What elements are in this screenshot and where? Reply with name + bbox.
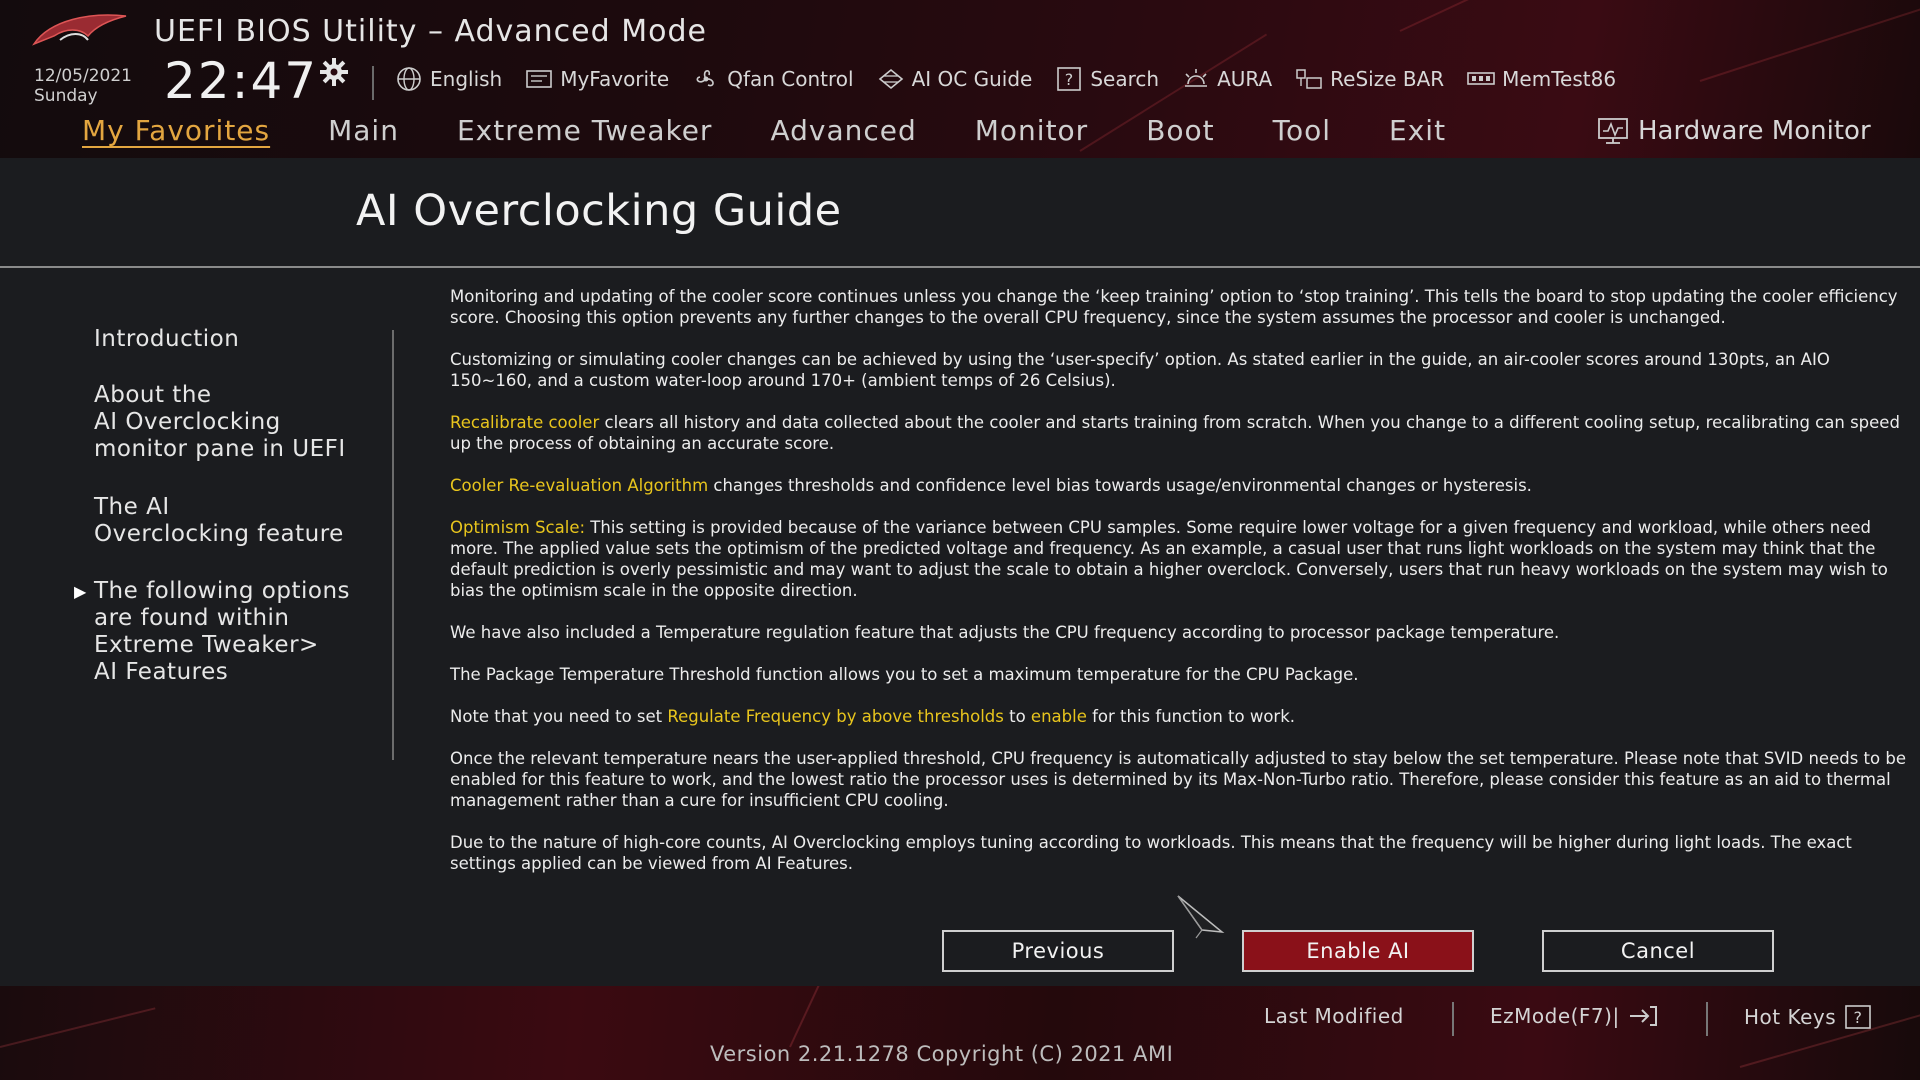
toolbar-qfan-label: Qfan Control xyxy=(727,67,854,91)
nav-item-line: monitor pane in UEFI xyxy=(94,436,346,462)
paragraph xyxy=(450,517,1906,601)
toolbar-memtest[interactable] xyxy=(1466,62,1616,96)
footer-divider xyxy=(1452,1002,1454,1036)
toolbar-qfan[interactable] xyxy=(691,62,853,96)
nav-item-line: are found within xyxy=(94,605,290,631)
footer-divider xyxy=(1706,1002,1708,1036)
paragraph: Due to the nature of high-core counts, AI Overclocking employs tuning according to workloads. This means that the frequency will be higher during light loads. The exact settings applied can be viewed from AI Features. xyxy=(450,833,1852,873)
toolbar-myfavorite[interactable] xyxy=(524,62,669,96)
gear-icon[interactable] xyxy=(318,56,350,88)
cancel-button[interactable]: Cancel xyxy=(1542,930,1774,972)
nav-item-line: Extreme Tweaker> xyxy=(94,632,319,658)
toolbar-resize-bar[interactable] xyxy=(1294,62,1444,96)
version-text: Version 2.21.1278 Copyright (C) 2021 AMI xyxy=(710,1042,1174,1066)
previous-button[interactable]: Previous xyxy=(942,930,1174,972)
favorite-icon xyxy=(524,66,554,92)
last-modified-button[interactable]: Last Modified xyxy=(1264,1004,1404,1028)
paragraph-text: This setting is provided because of the variance between CPU samples. Some require lower voltage for a given frequency and workload, while others need more. The applied value sets the optimism of the predicted voltage and frequency. As an example, a casual user that runs light workloads on the system may think that the default prediction is overly pessimistic and may want to adjust the scale to obtain a higher overclock. Conversely, users that run heavy workloads on the system may wish to bias the optimism scale in the opposite direction. xyxy=(450,518,1888,600)
main-tabs xyxy=(82,114,1504,147)
toolbar-english[interactable] xyxy=(394,62,502,96)
title-band xyxy=(0,158,1920,268)
paragraph xyxy=(450,475,1906,496)
svg-text:?: ? xyxy=(1853,1008,1863,1027)
toolbar xyxy=(394,62,1638,96)
memory-icon xyxy=(1466,66,1496,92)
toolbar-ai-oc-guide-label: AI OC Guide xyxy=(911,67,1033,91)
paragraph: The Package Temperature Threshold function allows you to set a maximum temperature for the CPU Package. xyxy=(450,665,1359,684)
decor-slash xyxy=(0,1007,155,1048)
hardware-monitor-button[interactable] xyxy=(1596,116,1871,146)
tab-exit[interactable]: Exit xyxy=(1389,114,1447,147)
toolbar-aura-label: AURA xyxy=(1217,67,1273,91)
paragraph: Once the relevant temperature nears the user-applied threshold, CPU frequency is automatically adjusted to stay below the set temperature. Please note that SVID needs to be enabled for this feature to work, and the lowest ratio the processor uses is determined by its Max-Non-Turbo ratio. Therefore, please consider this feature as an aid to thermal management rather than a cure for insufficient CPU cooling. xyxy=(450,749,1906,810)
decor-slash xyxy=(1400,0,1564,32)
question-icon xyxy=(1054,66,1084,92)
nav-item-about-monitor-pane[interactable] xyxy=(94,382,346,463)
rog-logo-icon xyxy=(30,10,130,52)
day-display: Sunday xyxy=(34,86,98,106)
paragraph-text: to xyxy=(1003,707,1031,726)
footer-bar xyxy=(0,986,1920,1080)
nav-item-line: AI Features xyxy=(94,659,229,685)
nav-item-line: About the xyxy=(94,382,212,408)
toolbar-english-label: English xyxy=(430,67,503,91)
tab-extreme-tweaker[interactable]: Extreme Tweaker xyxy=(456,114,713,147)
toolbar-divider xyxy=(372,66,374,100)
page-title: AI Overclocking Guide xyxy=(356,186,842,236)
aura-icon xyxy=(1181,66,1211,92)
toolbar-aura[interactable] xyxy=(1181,62,1272,96)
highlight-term: Regulate Frequency by above thresholds xyxy=(667,707,1004,726)
toolbar-memtest-label: MemTest86 xyxy=(1502,67,1617,91)
hot-keys-button[interactable] xyxy=(1744,1004,1872,1030)
nav-item-line: The AI xyxy=(94,494,170,520)
ezmode-button[interactable] xyxy=(1490,1004,1658,1028)
paragraph-text: Note that you need to set xyxy=(450,707,668,726)
paragraph xyxy=(450,412,1906,454)
date-display: 12/05/2021 xyxy=(34,66,132,86)
paragraph-text: clears all history and data collected about the cooler and starts training from scratch. When you change to a different cooling setup, recalibrating can speed up the process of obtaining an accurate score. xyxy=(450,413,1900,453)
tab-monitor[interactable]: Monitor xyxy=(974,114,1089,147)
tab-main[interactable]: Main xyxy=(328,114,399,147)
paragraph: Monitoring and updating of the cooler score continues unless you change the ‘keep training’ option to ‘stop training’. This tells the board to stop updating the cooler efficiency score. Choosing this option prevents any further changes to the overall CPU frequency, since the system assumes the processor and cooler is unchanged. xyxy=(450,287,1898,327)
exit-arrow-icon xyxy=(1628,1004,1658,1028)
highlight-term: Recalibrate cooler xyxy=(450,413,600,432)
paragraph-text: changes thresholds and confidence level bias towards usage/environmental changes or hysteresis. xyxy=(708,476,1532,495)
paragraph xyxy=(450,706,1906,727)
header-bar xyxy=(0,0,1920,158)
toolbar-ai-oc-guide[interactable] xyxy=(876,62,1033,96)
nav-item-following-options[interactable] xyxy=(74,578,351,686)
hardware-monitor-label: Hardware Monitor xyxy=(1638,116,1871,146)
decor-slash xyxy=(1700,6,1920,82)
toolbar-search-label: Search xyxy=(1090,67,1160,91)
nav-item-line: AI Overclocking xyxy=(94,409,281,435)
guide-body xyxy=(0,268,1920,986)
tab-boot[interactable]: Boot xyxy=(1146,114,1215,147)
guide-content xyxy=(450,286,1906,895)
nav-item-ai-overclocking-feature[interactable] xyxy=(94,494,344,548)
globe-icon xyxy=(394,66,424,92)
fan-icon xyxy=(691,66,721,92)
nav-item-line: Introduction xyxy=(94,326,240,352)
svg-text:?: ? xyxy=(1065,70,1074,89)
enable-ai-button[interactable]: Enable AI xyxy=(1242,930,1474,972)
selected-arrow-icon: ▶ xyxy=(74,582,87,601)
highlight-term: Optimism Scale: xyxy=(450,518,586,537)
question-icon xyxy=(1844,1004,1872,1030)
paragraph: We have also included a Temperature regulation feature that adjusts the CPU frequency according to processor package temperature. xyxy=(450,623,1560,642)
tab-my-favorites[interactable]: My Favorites xyxy=(82,114,271,147)
paragraph: Customizing or simulating cooler changes can be achieved by using the ‘user-specify’ option. As stated earlier in the guide, an air-cooler scores around 130pts, an AIO 150~160, and a custom water-loop around 170+ (ambient temps of 26 Celsius). xyxy=(450,350,1830,390)
hot-keys-label: Hot Keys xyxy=(1744,1005,1837,1029)
ezmode-label: EzMode(F7)| xyxy=(1490,1004,1620,1028)
mouse-cursor-icon xyxy=(1176,894,1226,940)
toolbar-myfavorite-label: MyFavorite xyxy=(560,67,670,91)
toolbar-search[interactable] xyxy=(1054,62,1159,96)
monitor-icon xyxy=(1596,116,1630,146)
paragraph-text: for this function to work. xyxy=(1086,707,1296,726)
nav-item-line: Overclocking feature xyxy=(94,521,344,547)
nav-item-line: The following options xyxy=(94,578,351,604)
decor-slash xyxy=(789,986,825,1047)
nav-separator xyxy=(392,330,394,760)
tab-tool[interactable]: Tool xyxy=(1272,114,1332,147)
highlight-term: enable xyxy=(1030,707,1087,726)
toolbar-resize-bar-label: ReSize BAR xyxy=(1330,67,1445,91)
ai-chip-icon xyxy=(876,66,906,92)
resize-bar-icon xyxy=(1294,66,1324,92)
clock-display: 22:47 xyxy=(164,52,319,110)
nav-item-introduction[interactable] xyxy=(94,326,239,353)
highlight-term: Cooler Re-evaluation Algorithm xyxy=(450,476,709,495)
app-title: UEFI BIOS Utility – Advanced Mode xyxy=(154,14,707,49)
tab-advanced[interactable]: Advanced xyxy=(770,114,917,147)
